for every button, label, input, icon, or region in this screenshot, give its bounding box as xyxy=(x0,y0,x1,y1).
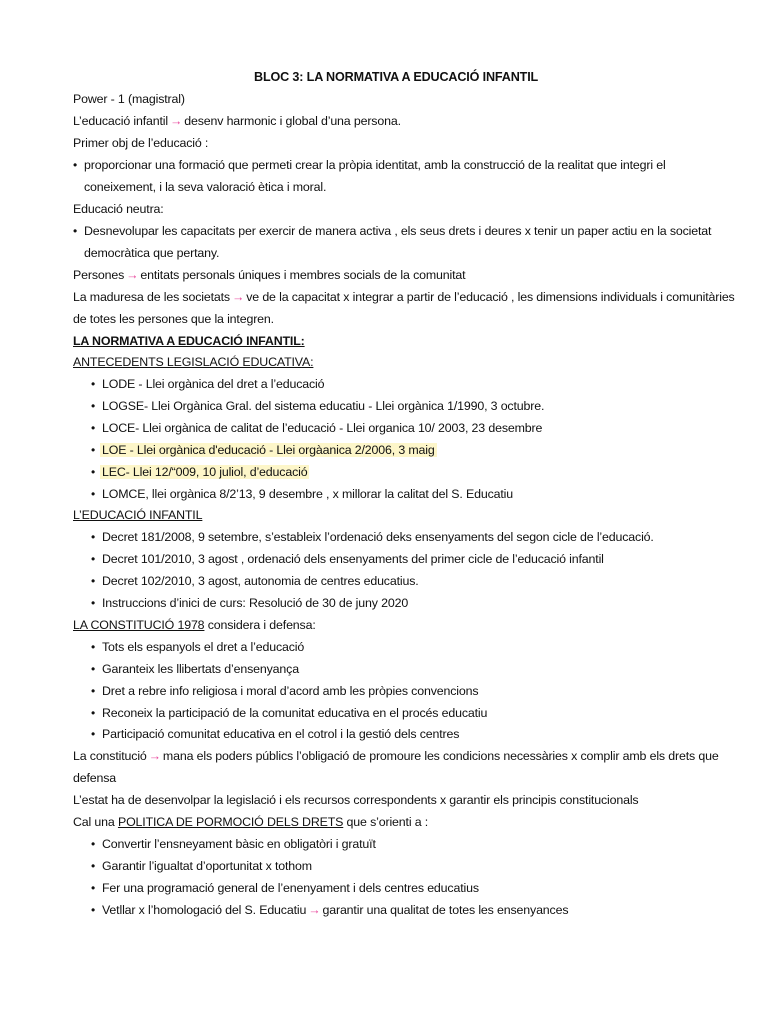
bullet-icon: • xyxy=(91,574,96,588)
bullet-icon: • xyxy=(91,552,96,566)
bullet-icon: • xyxy=(91,881,96,895)
bullet-icon: • xyxy=(91,727,96,741)
subsection-heading xyxy=(73,617,316,633)
constitution-item: Reconeix la participació de la comunitat educativa en el procés educatiu xyxy=(102,706,488,720)
bullet-icon: • xyxy=(91,903,96,917)
paragraph-text: desenv harmonic i global d’una persona. xyxy=(184,114,401,128)
bullet-icon: • xyxy=(91,859,96,873)
paragraph: L’estat ha de desenvolpar la legislació i els recursos correspondents x garantir els principis constitucionals xyxy=(73,793,639,807)
paragraph-text: mana els poders públics l’obligació de promoure les condicions necessàries x complir amb els drets que xyxy=(162,749,719,763)
decret-item: Instruccions d’inici de curs: Resolució de 30 de juny 2020 xyxy=(102,596,409,610)
bullet-icon: • xyxy=(91,399,96,413)
paragraph: Primer obj de l’educació : xyxy=(73,136,209,150)
paragraph-text: L’educació infantil xyxy=(73,114,168,128)
underlined-text: POLITICA DE PORMOCIÓ DELS DRETS xyxy=(117,815,344,829)
policy-item xyxy=(102,902,568,918)
paragraph-text: La maduresa de les societats xyxy=(73,290,230,304)
law-item: LOMCE, llei orgànica 8/2’13, 9 desembre , x millorar la calitat del S. Educatiu xyxy=(102,487,514,501)
constitution-item: Dret a rebre info religiosa i moral d’acord amb les pròpies convencions xyxy=(102,684,479,698)
law-item: LODE - Llei orgànica del dret a l’educació xyxy=(102,377,325,391)
arrow-icon: → xyxy=(231,290,245,304)
constitution-item: Garanteix les llibertats d’ensenyança xyxy=(102,662,299,676)
bullet-icon: • xyxy=(73,158,78,172)
list-item: Desnevolupar les capacitats per exercir de manera activa , els seus drets i deures x tenir un paper actiu en la societat xyxy=(84,224,712,238)
paragraph xyxy=(73,814,428,830)
paragraph: Power - 1 (magistral) xyxy=(73,92,185,106)
bullet-icon: • xyxy=(91,530,96,544)
subsection-heading: L’EDUCACIÓ INFANTIL xyxy=(73,508,203,522)
arrow-icon: → xyxy=(126,268,139,282)
bullet-icon: • xyxy=(91,596,96,610)
policy-item: Fer una programació general de l’enenyament i dels centres educatius xyxy=(102,881,479,895)
bullet-icon: • xyxy=(91,465,96,479)
paragraph-text: ve de la capacitat x integrar a partir de l’educació , les dimensions individuals i comunitàries xyxy=(246,290,735,304)
paragraph-text: entitats personals úniques i membres socials de la comunitat xyxy=(140,268,466,282)
paragraph xyxy=(73,289,735,305)
policy-item: Convertir l’ensneyament bàsic en obligatòri i gratuït xyxy=(102,837,376,851)
decret-item: Decret 102/2010, 3 agost, autonomia de centres educatius. xyxy=(102,574,419,588)
decret-item: Decret 101/2010, 3 agost , ordenació dels ensenyaments del primer cicle de l’educació infantil xyxy=(102,552,604,566)
bullet-icon: • xyxy=(91,377,96,391)
decret-item: Decret 181/2008, 9 setembre, s’estableix l’ordenació deks ensenyaments del segon cicle de l’educació. xyxy=(102,530,654,544)
paragraph-text: Cal una xyxy=(73,815,118,829)
law-item: LOGSE- Llei Orgànica Gral. del sistema educatiu - Llei orgànica 1/1990, 3 octubre. xyxy=(102,399,545,413)
bullet-icon: • xyxy=(91,443,96,457)
policy-text: Vetllar x l’homologació del S. Educatiu xyxy=(102,903,307,917)
law-item-highlighted xyxy=(100,464,309,480)
bullet-icon: • xyxy=(91,640,96,654)
bullet-icon: • xyxy=(91,684,96,698)
policy-item: Garantir l’igualtat d’oportunitat x tothom xyxy=(102,859,312,873)
highlight: LEC- Llei 12/“009, 10 juliol, d’educació xyxy=(102,465,308,479)
paragraph-continuation: de totes les persones que la integren. xyxy=(73,312,274,326)
paragraph xyxy=(73,748,719,764)
highlight: LOE - Llei orgànica d'educació - Llei orgàanica 2/2006, 3 maig xyxy=(102,443,435,457)
section-heading: LA NORMATIVA A EDUCACIÓ INFANTIL: xyxy=(73,334,305,348)
paragraph xyxy=(73,267,465,283)
paragraph xyxy=(73,113,401,129)
bullet-icon: • xyxy=(91,706,96,720)
underlined-text: LA CONSTITUCIÓ 1978 xyxy=(73,618,205,632)
policy-text: garantir una qualitat de totes les ensenyances xyxy=(322,903,569,917)
arrow-icon: → xyxy=(148,749,161,763)
paragraph-text: Persones xyxy=(73,268,125,282)
bullet-icon: • xyxy=(91,662,96,676)
list-item-continuation: coneixement, i la seva valoració ètica i moral. xyxy=(84,180,327,194)
law-item: LOCE- Llei orgànica de calitat de l’educació - Llei organica 10/ 2003, 23 desembre xyxy=(102,421,543,435)
document-title: BLOC 3: LA NORMATIVA A EDUCACIÓ INFANTIL xyxy=(254,70,539,84)
bullet-icon: • xyxy=(91,837,96,851)
paragraph: Educació neutra: xyxy=(73,202,164,216)
arrow-icon: → xyxy=(308,903,321,917)
constitution-item: Participació comunitat educativa en el cotrol i la gestió dels centres xyxy=(102,727,460,741)
paragraph-text: La constitució xyxy=(73,749,147,763)
subsection-heading: ANTECEDENTS LEGISLACIÓ EDUCATIVA: xyxy=(73,355,314,369)
paragraph-continuation: defensa xyxy=(73,771,117,785)
law-item-highlighted xyxy=(100,442,437,458)
bullet-icon: • xyxy=(91,487,96,501)
constitution-item: Tots els espanyols el dret a l’educació xyxy=(102,640,305,654)
bullet-icon: • xyxy=(91,421,96,435)
list-item: proporcionar una formació que permeti crear la pròpia identitat, amb la construcció de la realitat que integri el xyxy=(84,158,666,172)
list-item-continuation: democràtica que pertany. xyxy=(84,246,220,260)
arrow-icon: → xyxy=(169,114,183,128)
paragraph-text: que s’orienti a : xyxy=(343,815,429,829)
paragraph-text: considera i defensa: xyxy=(204,618,316,632)
bullet-icon: • xyxy=(73,224,78,238)
